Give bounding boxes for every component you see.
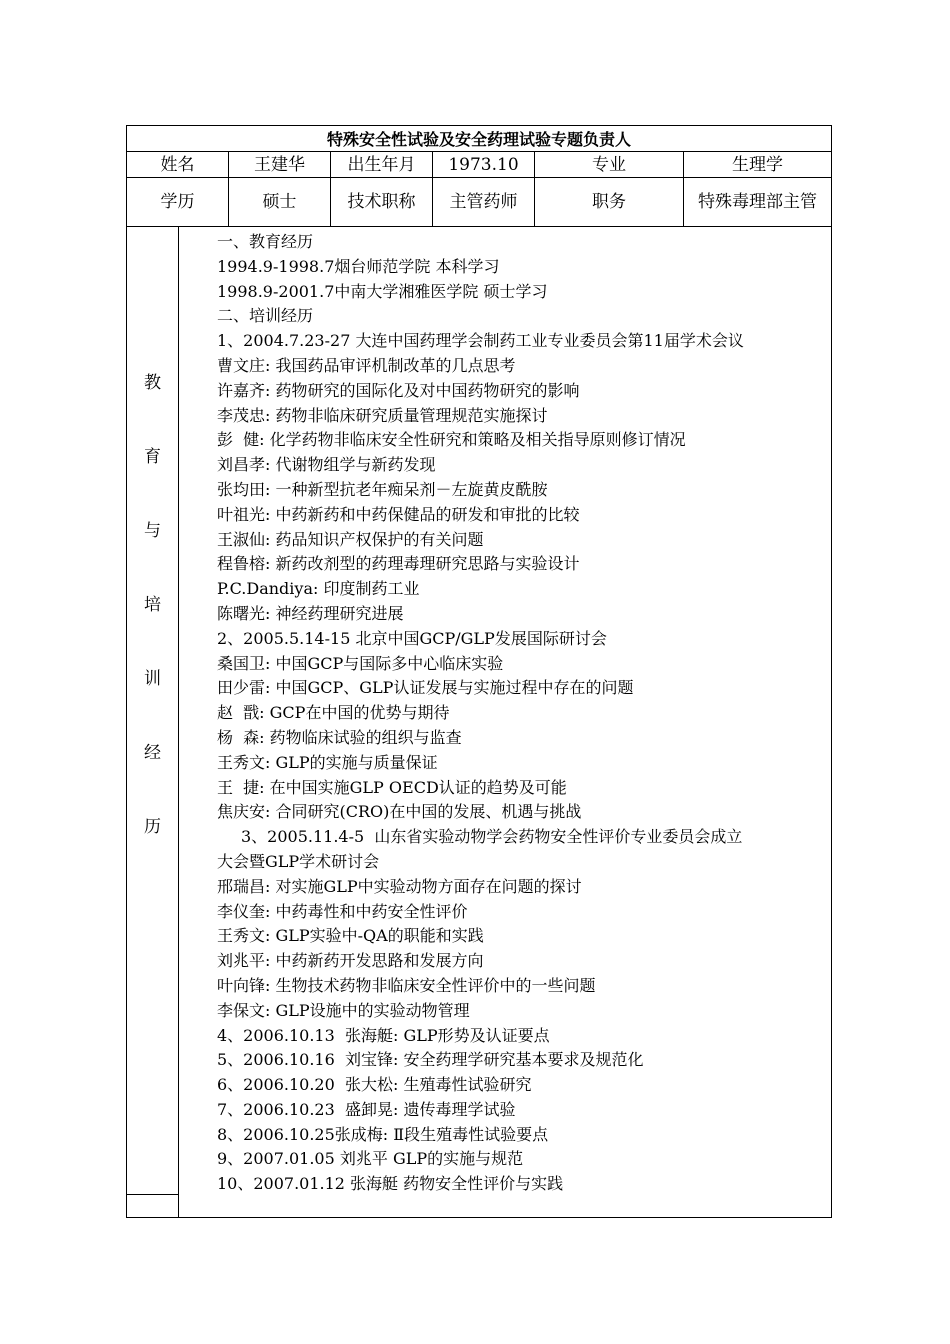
- side-char: 历: [144, 817, 161, 837]
- content-line: 大会暨GLP学术研讨会: [217, 851, 380, 871]
- position-value: 特殊毒理部主管: [698, 192, 817, 212]
- content-line: 程鲁榕: 新药改剂型的药理毒理研究思路与实验设计: [217, 554, 580, 574]
- content-line: 10、2007.01.12 张海艇 药物安全性评价与实践: [217, 1174, 564, 1194]
- birth-label: 出生年月: [331, 152, 433, 177]
- name-label: 姓名: [127, 152, 229, 177]
- position-label: 职务: [535, 178, 684, 226]
- table-title: 特殊安全性试验及安全药理试验专题负责人: [127, 126, 831, 152]
- title-value: 主管药师: [433, 178, 535, 226]
- content-line: 刘兆平: 中药新药开发思路和发展方向: [217, 951, 484, 971]
- side-label: [127, 372, 178, 890]
- content-line: 1998.9-2001.7中南大学湘雅医学院 硕士学习: [217, 281, 548, 301]
- side-char: 与: [144, 521, 161, 541]
- content-line: 桑国卫: 中国GCP与国际多中心临床实验: [217, 653, 504, 673]
- side-char: 培: [144, 595, 161, 615]
- content-line: 张均田: 一种新型抗老年痴呆剂－左旋黄皮酰胺: [217, 479, 548, 499]
- content-line: 7、2006.10.23 盛卸晃: 遗传毒理学试验: [217, 1099, 516, 1119]
- education-label: 学历: [127, 178, 229, 226]
- content-line: 王淑仙: 药品知识产权保护的有关问题: [217, 529, 484, 549]
- info-row-2: [127, 178, 831, 227]
- content-line: 3、2005.11.4-5 山东省实验动物学会药物安全性评价专业委员会成立: [241, 827, 743, 847]
- content-line: 9、2007.01.05 刘兆平 GLP的实施与规范: [217, 1149, 524, 1169]
- content-line: 李茂忠: 药物非临床研究质量管理规范实施探讨: [217, 405, 548, 425]
- content-line: 王 捷: 在中国实施GLP OECD认证的趋势及可能: [217, 777, 567, 797]
- content-line: 刘昌孝: 代谢物组学与新药发现: [217, 455, 436, 475]
- education-value: 硕士: [229, 178, 331, 226]
- content-line: 8、2006.10.25张成梅: Ⅱ段生殖毒性试验要点: [217, 1124, 549, 1144]
- content-line: 彭 健: 化学药物非临床安全性研究和策略及相关指导原则修订情况: [217, 430, 686, 450]
- content-line: 2、2005.5.14-15 北京中国GCP/GLP发展国际研讨会: [217, 628, 607, 648]
- content-line: 焦庆安: 合同研究(CRO)在中国的发展、机遇与挑战: [217, 802, 582, 822]
- info-row-1: [127, 152, 831, 178]
- side-char: 育: [144, 447, 161, 467]
- content-line: 陈曙光: 神经药理研究进展: [217, 603, 404, 623]
- content-line: 1、2004.7.23-27 大连中国药理学会制药工业专业委员会第11届学术会议: [217, 331, 744, 351]
- profile-table: [126, 125, 832, 1218]
- name-value: 王建华: [229, 152, 331, 177]
- birth-value: 1973.10: [433, 152, 535, 177]
- major-value: 生理学: [732, 154, 783, 175]
- side-char: 教: [144, 373, 161, 393]
- side-column: [127, 227, 179, 1217]
- major-label: 专业: [535, 152, 684, 177]
- side-char: 训: [144, 669, 161, 689]
- content-line: 1994.9-1998.7烟台师范学院 本科学习: [217, 256, 500, 276]
- content-line: 曹文庄: 我国药品审评机制改革的几点思考: [217, 355, 516, 375]
- content-line: 田少雷: 中国GCP、GLP认证发展与实施过程中存在的问题: [217, 678, 634, 698]
- title-label: 技术职称: [331, 178, 433, 226]
- content-line: 许嘉齐: 药物研究的国际化及对中国药物研究的影响: [217, 380, 580, 400]
- content-line: 6、2006.10.20 张大松: 生殖毒性试验研究: [217, 1075, 532, 1095]
- content-line: 叶祖光: 中药新药和中药保健品的研发和审批的比较: [217, 504, 580, 524]
- content-line: 杨 森: 药物临床试验的组织与监查: [217, 727, 462, 747]
- content-line: 邢瑞昌: 对实施GLP中实验动物方面存在问题的探讨: [217, 876, 582, 896]
- content-line: 叶向锋: 生物技术药物非临床安全性评价中的一些问题: [217, 975, 596, 995]
- content-line: 王秀文: GLP的实施与质量保证: [217, 752, 438, 772]
- content-line: 4、2006.10.13 张海艇: GLP形势及认证要点: [217, 1025, 550, 1045]
- content-line: 赵 戬: GCP在中国的优势与期待: [217, 703, 450, 723]
- content-line: 王秀文: GLP实验中-QA的职能和实践: [217, 926, 484, 946]
- side-divider: [127, 1194, 178, 1195]
- content-line: P.C.Dandiya: 印度制药工业: [217, 579, 420, 599]
- content-line: 5、2006.10.16 刘宝锋: 安全药理学研究基本要求及规范化: [217, 1050, 644, 1070]
- side-char: 经: [144, 743, 161, 763]
- content-line: 二、培训经历: [217, 306, 314, 326]
- experience-content: [180, 227, 831, 1197]
- content-line: 一、教育经历: [217, 232, 314, 251]
- content-line: 李保文: GLP设施中的实验动物管理: [217, 1000, 470, 1020]
- content-line: 李仪奎: 中药毒性和中药安全性评价: [217, 901, 468, 921]
